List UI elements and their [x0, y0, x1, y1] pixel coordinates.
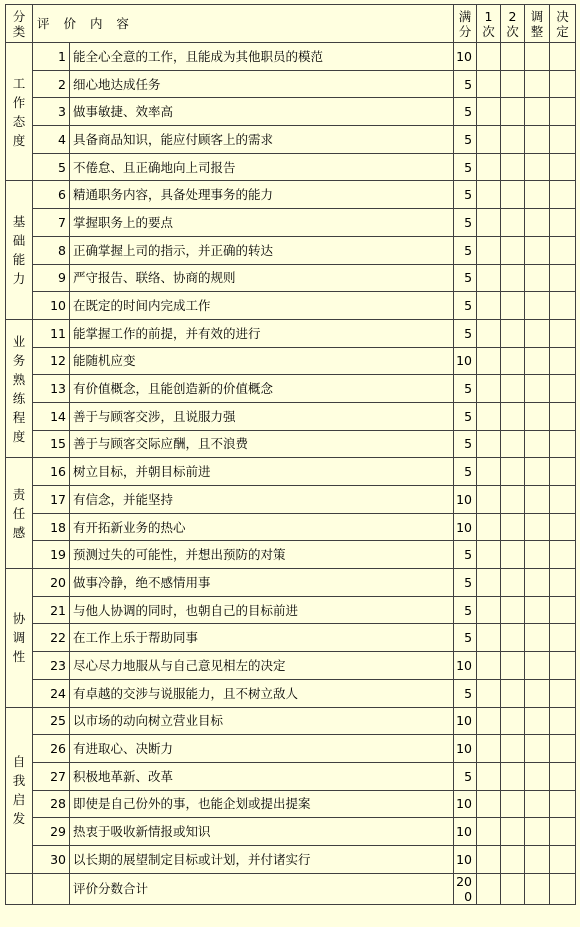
adjust-score-cell[interactable]	[525, 790, 550, 818]
second-score-cell[interactable]	[501, 818, 525, 846]
first-score-cell[interactable]	[477, 486, 501, 514]
item-text: 尽心尽力地服从与自己意见相左的决定	[70, 652, 454, 680]
decide-score-cell[interactable]	[550, 319, 576, 347]
item-full-score: 5	[454, 209, 477, 237]
item-text: 有信念，并能坚持	[70, 486, 454, 514]
first-score-cell[interactable]	[477, 292, 501, 320]
item-text: 善于与顾客交涉，且说服力强	[70, 402, 454, 430]
table-row	[6, 845, 576, 873]
second-score-cell[interactable]	[501, 70, 525, 98]
first-score-cell[interactable]	[477, 458, 501, 486]
first-score-cell[interactable]	[477, 236, 501, 264]
adjust-score-cell[interactable]	[525, 209, 550, 237]
item-number: 25	[33, 707, 70, 735]
item-number: 20	[33, 569, 70, 597]
decide-score-cell[interactable]	[550, 596, 576, 624]
item-text: 能随机应变	[70, 347, 454, 375]
first-score-cell[interactable]	[477, 153, 501, 181]
first-score-cell[interactable]	[477, 569, 501, 597]
first-score-cell[interactable]	[477, 209, 501, 237]
item-full-score: 5	[454, 569, 477, 597]
second-score-cell[interactable]	[501, 264, 525, 292]
total-adjust-cell[interactable]	[525, 873, 550, 904]
item-text: 能掌握工作的前提，并有效的进行	[70, 319, 454, 347]
first-score-cell[interactable]	[477, 845, 501, 873]
header-second: 2 次	[501, 5, 525, 43]
adjust-score-cell[interactable]	[525, 679, 550, 707]
total-second-cell[interactable]	[501, 873, 525, 904]
second-score-cell[interactable]	[501, 430, 525, 458]
item-number: 1	[33, 43, 70, 71]
item-full-score: 10	[454, 818, 477, 846]
table-row	[6, 43, 576, 71]
item-full-score: 10	[454, 735, 477, 763]
first-score-cell[interactable]	[477, 624, 501, 652]
first-score-cell[interactable]	[477, 126, 501, 154]
table-row	[6, 236, 576, 264]
first-score-cell[interactable]	[477, 513, 501, 541]
decide-score-cell[interactable]	[550, 347, 576, 375]
table-row	[6, 430, 576, 458]
adjust-score-cell[interactable]	[525, 402, 550, 430]
table-row	[6, 679, 576, 707]
header-first: 1 次	[477, 5, 501, 43]
table-row	[6, 70, 576, 98]
item-full-score: 10	[454, 845, 477, 873]
table-row	[6, 209, 576, 237]
item-text: 预测过失的可能性，并想出预防的对策	[70, 541, 454, 569]
table-row	[6, 569, 576, 597]
table-row	[6, 735, 576, 763]
first-score-cell[interactable]	[477, 652, 501, 680]
total-row	[6, 873, 576, 904]
item-text: 做事冷静，绝不感情用事	[70, 569, 454, 597]
item-number: 21	[33, 596, 70, 624]
adjust-score-cell[interactable]	[525, 652, 550, 680]
item-full-score: 5	[454, 292, 477, 320]
first-score-cell[interactable]	[477, 707, 501, 735]
first-score-cell[interactable]	[477, 402, 501, 430]
table-row	[6, 790, 576, 818]
item-full-score: 10	[454, 652, 477, 680]
item-number: 5	[33, 153, 70, 181]
item-full-score: 10	[454, 790, 477, 818]
adjust-score-cell[interactable]	[525, 181, 550, 209]
first-score-cell[interactable]	[477, 762, 501, 790]
item-text: 有进取心、决断力	[70, 735, 454, 763]
adjust-score-cell[interactable]	[525, 818, 550, 846]
adjust-score-cell[interactable]	[525, 735, 550, 763]
total-full-score: 20 0	[454, 873, 477, 904]
adjust-score-cell[interactable]	[525, 236, 550, 264]
adjust-score-cell[interactable]	[525, 126, 550, 154]
item-number: 10	[33, 292, 70, 320]
item-full-score: 5	[454, 541, 477, 569]
item-full-score: 10	[454, 707, 477, 735]
second-score-cell[interactable]	[501, 347, 525, 375]
first-score-cell[interactable]	[477, 375, 501, 403]
decide-score-cell[interactable]	[550, 486, 576, 514]
second-score-cell[interactable]	[501, 236, 525, 264]
total-label: 评价分数合计	[70, 873, 454, 904]
item-text: 细心地达成任务	[70, 70, 454, 98]
second-score-cell[interactable]	[501, 375, 525, 403]
adjust-score-cell[interactable]	[525, 70, 550, 98]
item-text: 有开拓新业务的热心	[70, 513, 454, 541]
first-score-cell[interactable]	[477, 181, 501, 209]
item-number: 22	[33, 624, 70, 652]
second-score-cell[interactable]	[501, 652, 525, 680]
item-full-score: 10	[454, 486, 477, 514]
adjust-score-cell[interactable]	[525, 513, 550, 541]
first-score-cell[interactable]	[477, 790, 501, 818]
decide-score-cell[interactable]	[550, 679, 576, 707]
decide-score-cell[interactable]	[550, 236, 576, 264]
item-text: 善于与顾客交际应酬，且不浪费	[70, 430, 454, 458]
item-text: 有价值概念，且能创造新的价值概念	[70, 375, 454, 403]
first-score-cell[interactable]	[477, 735, 501, 763]
item-number: 14	[33, 402, 70, 430]
category-cell: 业 务 熟 练 程 度	[6, 319, 33, 457]
item-number: 15	[33, 430, 70, 458]
total-decide-cell[interactable]	[550, 873, 576, 904]
item-full-score: 5	[454, 98, 477, 126]
evaluation-table	[5, 4, 576, 905]
decide-score-cell[interactable]	[550, 209, 576, 237]
second-score-cell[interactable]	[501, 181, 525, 209]
item-full-score: 5	[454, 319, 477, 347]
table-row	[6, 596, 576, 624]
first-score-cell[interactable]	[477, 541, 501, 569]
item-full-score: 5	[454, 430, 477, 458]
table-row	[6, 541, 576, 569]
table-row	[6, 624, 576, 652]
adjust-score-cell[interactable]	[525, 98, 550, 126]
table-row	[6, 486, 576, 514]
first-score-cell[interactable]	[477, 264, 501, 292]
adjust-score-cell[interactable]	[525, 43, 550, 71]
item-text: 在既定的时间内完成工作	[70, 292, 454, 320]
item-number: 30	[33, 845, 70, 873]
item-text: 有卓越的交涉与说服能力，且不树立敌人	[70, 679, 454, 707]
adjust-score-cell[interactable]	[525, 375, 550, 403]
second-score-cell[interactable]	[501, 735, 525, 763]
first-score-cell[interactable]	[477, 319, 501, 347]
table-row	[6, 652, 576, 680]
table-row	[6, 98, 576, 126]
item-full-score: 5	[454, 762, 477, 790]
first-score-cell[interactable]	[477, 679, 501, 707]
item-full-score: 5	[454, 596, 477, 624]
item-number: 27	[33, 762, 70, 790]
adjust-score-cell[interactable]	[525, 458, 550, 486]
adjust-score-cell[interactable]	[525, 762, 550, 790]
item-number: 3	[33, 98, 70, 126]
table-row	[6, 292, 576, 320]
item-number: 24	[33, 679, 70, 707]
first-score-cell[interactable]	[477, 596, 501, 624]
decide-score-cell[interactable]	[550, 375, 576, 403]
table-row	[6, 513, 576, 541]
table-row	[6, 264, 576, 292]
decide-score-cell[interactable]	[550, 569, 576, 597]
adjust-score-cell[interactable]	[525, 319, 550, 347]
second-score-cell[interactable]	[501, 707, 525, 735]
table-row	[6, 707, 576, 735]
category-cell: 工 作 态 度	[6, 43, 33, 181]
adjust-score-cell[interactable]	[525, 292, 550, 320]
second-score-cell[interactable]	[501, 569, 525, 597]
item-number: 23	[33, 652, 70, 680]
decide-score-cell[interactable]	[550, 458, 576, 486]
table-row	[6, 319, 576, 347]
item-text: 以市场的动向树立营业目标	[70, 707, 454, 735]
adjust-score-cell[interactable]	[525, 596, 550, 624]
total-first-cell[interactable]	[477, 873, 501, 904]
item-full-score: 5	[454, 70, 477, 98]
decide-score-cell[interactable]	[550, 181, 576, 209]
decide-score-cell[interactable]	[550, 845, 576, 873]
item-text: 精通职务内容，具备处理事务的能力	[70, 181, 454, 209]
table-row	[6, 153, 576, 181]
second-score-cell[interactable]	[501, 486, 525, 514]
item-text: 正确掌握上司的指示，并正确的转达	[70, 236, 454, 264]
item-number: 13	[33, 375, 70, 403]
decide-score-cell[interactable]	[550, 264, 576, 292]
item-number: 16	[33, 458, 70, 486]
decide-score-cell[interactable]	[550, 98, 576, 126]
decide-score-cell[interactable]	[550, 70, 576, 98]
decide-score-cell[interactable]	[550, 790, 576, 818]
item-number: 4	[33, 126, 70, 154]
decide-score-cell[interactable]	[550, 292, 576, 320]
item-number: 28	[33, 790, 70, 818]
item-text: 能全心全意的工作，且能成为其他职员的模范	[70, 43, 454, 71]
item-full-score: 10	[454, 347, 477, 375]
table-row	[6, 126, 576, 154]
category-cell: 协 调 性	[6, 569, 33, 707]
second-score-cell[interactable]	[501, 43, 525, 71]
decide-score-cell[interactable]	[550, 652, 576, 680]
item-full-score: 5	[454, 375, 477, 403]
table-row	[6, 818, 576, 846]
table-row	[6, 181, 576, 209]
first-score-cell[interactable]	[477, 70, 501, 98]
adjust-score-cell[interactable]	[525, 707, 550, 735]
item-number: 7	[33, 209, 70, 237]
first-score-cell[interactable]	[477, 347, 501, 375]
decide-score-cell[interactable]	[550, 762, 576, 790]
item-text: 严守报告、联络、协商的规则	[70, 264, 454, 292]
adjust-score-cell[interactable]	[525, 624, 550, 652]
second-score-cell[interactable]	[501, 126, 525, 154]
item-full-score: 10	[454, 43, 477, 71]
decide-score-cell[interactable]	[550, 402, 576, 430]
second-score-cell[interactable]	[501, 679, 525, 707]
decide-score-cell[interactable]	[550, 430, 576, 458]
adjust-score-cell[interactable]	[525, 845, 550, 873]
second-score-cell[interactable]	[501, 458, 525, 486]
first-score-cell[interactable]	[477, 43, 501, 71]
category-cell: 自 我 启 发	[6, 707, 33, 873]
adjust-score-cell[interactable]	[525, 569, 550, 597]
table-row	[6, 402, 576, 430]
second-score-cell[interactable]	[501, 790, 525, 818]
item-number: 26	[33, 735, 70, 763]
decide-score-cell[interactable]	[550, 153, 576, 181]
table-row	[6, 347, 576, 375]
item-text: 热衷于吸收新情报或知识	[70, 818, 454, 846]
item-text: 积极地革新、改革	[70, 762, 454, 790]
second-score-cell[interactable]	[501, 98, 525, 126]
item-number: 9	[33, 264, 70, 292]
table-row	[6, 375, 576, 403]
item-full-score: 10	[454, 513, 477, 541]
item-number: 11	[33, 319, 70, 347]
item-text: 做事敏捷、效率高	[70, 98, 454, 126]
adjust-score-cell[interactable]	[525, 541, 550, 569]
item-number: 19	[33, 541, 70, 569]
adjust-score-cell[interactable]	[525, 347, 550, 375]
second-score-cell[interactable]	[501, 209, 525, 237]
item-number: 8	[33, 236, 70, 264]
item-number: 12	[33, 347, 70, 375]
item-number: 29	[33, 818, 70, 846]
adjust-score-cell[interactable]	[525, 264, 550, 292]
item-number: 2	[33, 70, 70, 98]
item-full-score: 5	[454, 679, 477, 707]
item-number: 18	[33, 513, 70, 541]
decide-score-cell[interactable]	[550, 541, 576, 569]
first-score-cell[interactable]	[477, 818, 501, 846]
item-full-score: 5	[454, 126, 477, 154]
item-full-score: 5	[454, 458, 477, 486]
decide-score-cell[interactable]	[550, 707, 576, 735]
decide-score-cell[interactable]	[550, 735, 576, 763]
item-number: 17	[33, 486, 70, 514]
second-score-cell[interactable]	[501, 596, 525, 624]
total-category-cell	[6, 873, 33, 904]
item-full-score: 5	[454, 264, 477, 292]
header-category: 分 类	[6, 5, 33, 43]
item-text: 即使是自己份外的事，也能企划或提出提案	[70, 790, 454, 818]
category-cell: 责 任 感	[6, 458, 33, 569]
item-text: 与他人协调的同时，也朝自己的目标前进	[70, 596, 454, 624]
decide-score-cell[interactable]	[550, 43, 576, 71]
second-score-cell[interactable]	[501, 153, 525, 181]
item-number: 6	[33, 181, 70, 209]
second-score-cell[interactable]	[501, 541, 525, 569]
header-adjust: 调 整	[525, 5, 550, 43]
item-text: 树立目标，并朝目标前进	[70, 458, 454, 486]
decide-score-cell[interactable]	[550, 818, 576, 846]
adjust-score-cell[interactable]	[525, 486, 550, 514]
second-score-cell[interactable]	[501, 762, 525, 790]
item-text: 不倦怠、且正确地向上司报告	[70, 153, 454, 181]
second-score-cell[interactable]	[501, 624, 525, 652]
adjust-score-cell[interactable]	[525, 153, 550, 181]
second-score-cell[interactable]	[501, 845, 525, 873]
first-score-cell[interactable]	[477, 98, 501, 126]
item-full-score: 5	[454, 236, 477, 264]
header-decide: 决 定	[550, 5, 576, 43]
item-text: 掌握职务上的要点	[70, 209, 454, 237]
second-score-cell[interactable]	[501, 513, 525, 541]
table-row	[6, 762, 576, 790]
item-full-score: 5	[454, 181, 477, 209]
decide-score-cell[interactable]	[550, 126, 576, 154]
adjust-score-cell[interactable]	[525, 430, 550, 458]
category-cell: 基 础 能 力	[6, 181, 33, 319]
second-score-cell[interactable]	[501, 319, 525, 347]
first-score-cell[interactable]	[477, 430, 501, 458]
item-text: 具备商品知识，能应付顾客上的需求	[70, 126, 454, 154]
decide-score-cell[interactable]	[550, 624, 576, 652]
decide-score-cell[interactable]	[550, 513, 576, 541]
header-full-score: 满 分	[454, 5, 477, 43]
total-number-cell	[33, 873, 70, 904]
header-row	[6, 5, 576, 43]
table-row	[6, 458, 576, 486]
second-score-cell[interactable]	[501, 402, 525, 430]
item-full-score: 5	[454, 624, 477, 652]
item-text: 以长期的展望制定目标或计划，并付诸实行	[70, 845, 454, 873]
header-content: 评 价 内 容	[33, 5, 454, 43]
item-text: 在工作上乐于帮助同事	[70, 624, 454, 652]
item-full-score: 5	[454, 153, 477, 181]
second-score-cell[interactable]	[501, 292, 525, 320]
item-full-score: 5	[454, 402, 477, 430]
